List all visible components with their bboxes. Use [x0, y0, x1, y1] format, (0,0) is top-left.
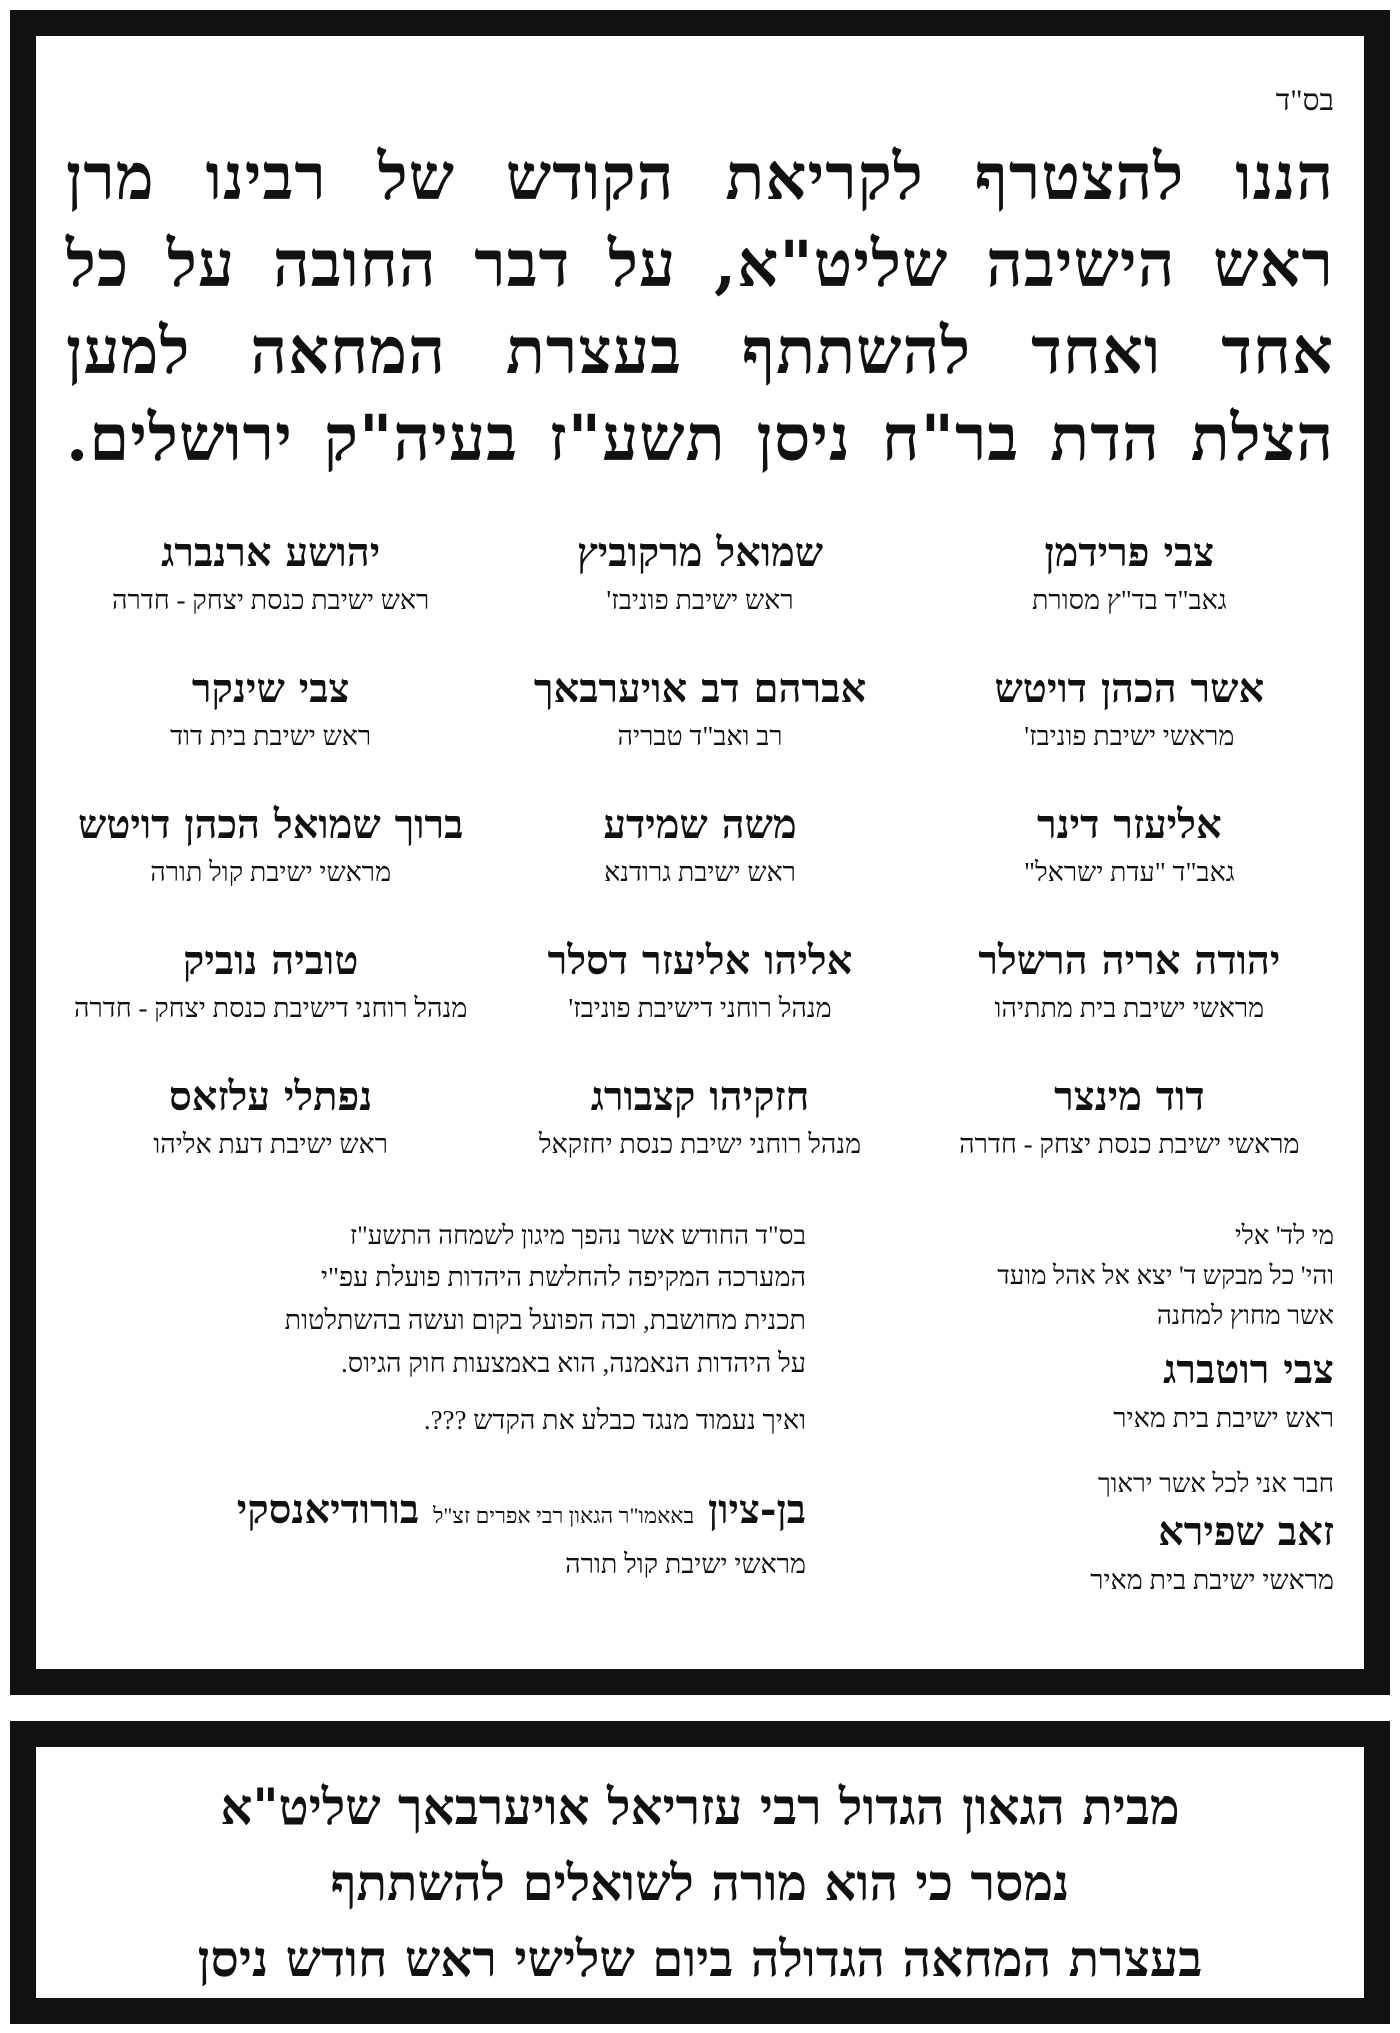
- signatory-name: צבי שינקר: [191, 665, 350, 712]
- bottom-line: נמסר כי הוא מורה לשואלים להשתתף: [330, 1853, 1070, 1912]
- signatory-title: גאב"ד בד"ץ מסורת: [1031, 585, 1227, 615]
- signatory: [915, 1070, 1344, 1206]
- signatory: [485, 798, 914, 934]
- signatory-title: מראשי ישיבת בית מתתיהו: [994, 993, 1265, 1023]
- signatory: [485, 662, 914, 798]
- signatory-title: ראש ישיבת בית דוד: [170, 721, 372, 751]
- left-column: [66, 1216, 806, 1584]
- signer-intro: חבר אני לכל אשר יראוך: [1098, 1469, 1334, 1498]
- signatory: [56, 662, 485, 798]
- paragraph-line: על היהדות הנאמנה, הוא באמצעות חוק הגיוס.: [340, 1348, 806, 1378]
- question-line: ואיך נעמוד מנגד כבלע את הקדש ???.: [423, 1405, 806, 1435]
- signatory-title: מראשי ישיבת קול תורה: [150, 857, 392, 887]
- quote-line: והי' כל מבקש ד' יצא אל אהל מועד: [997, 1261, 1334, 1290]
- bottom-text: [36, 1769, 1364, 1997]
- signer-last-name: בורודיאנסקי: [236, 1486, 420, 1533]
- headline-line: הננו להצטרף לקריאת הקודש של רבינו מרן: [66, 140, 1334, 215]
- signatory: [56, 798, 485, 934]
- right-column: [864, 1216, 1334, 1600]
- signatory-title: גאב"ד "עדת ישראל": [1023, 857, 1235, 887]
- signatory: [915, 526, 1344, 662]
- signatory-title: ראש ישיבת דעת אליהו: [153, 1129, 388, 1159]
- paragraph-line: המערכה המקיפה להחלשת היהדות פועלת עפ"י: [320, 1262, 806, 1292]
- signer-lineage: באאמו"ר הגאון רבי אפרים זצ"ל: [433, 1503, 695, 1528]
- signatory-name: דוד מינצר: [1054, 1073, 1205, 1120]
- signatory: [485, 526, 914, 662]
- headline: [66, 134, 1334, 482]
- signatory-name: משה שמידע: [603, 801, 797, 848]
- signatory-title: מנהל רוחני דישיבת כנסת יצחק - חדרה: [73, 993, 468, 1023]
- signatory-name: יהושע ארנברג: [161, 529, 381, 576]
- signatory: [56, 934, 485, 1070]
- signatory-name: חזקיהו קצבורג: [590, 1073, 810, 1120]
- signatory-title: מנהל רוחני דישיבת פוניבז': [568, 993, 832, 1023]
- signatory: [56, 526, 485, 662]
- signatory-name: אשר הכהן דויטש: [994, 665, 1265, 712]
- signatory-title: מנהל רוחני ישיבת כנסת יחזקאל: [538, 1129, 862, 1159]
- signatory-name: אברהם דב אויערבאך: [533, 665, 867, 712]
- signatories-grid: [56, 526, 1344, 1206]
- signer-first-name: בן-ציון: [708, 1486, 806, 1533]
- signatory-title: מראשי ישיבת כנסת יצחק - חדרה: [959, 1129, 1300, 1159]
- signatory: [915, 934, 1344, 1070]
- signatory-name: יהודה אריה הרשלר: [978, 937, 1281, 984]
- signatory-title: ראש ישיבת גרודנא: [604, 857, 796, 887]
- signatory: [485, 934, 914, 1070]
- signatory-name: ברוך שמואל הכהן דויטש: [77, 801, 464, 848]
- signatory-name: שמואל מרקוביץ: [576, 529, 824, 576]
- signatory-name: צבי פרידמן: [1044, 529, 1215, 576]
- headline-line: ראש הישיבה שליט"א, על דבר החובה על כל: [66, 227, 1334, 302]
- signer-title: מראשי ישיבת בית מאיר: [1090, 1565, 1334, 1595]
- bsd-mark: בס"ד: [1275, 84, 1334, 117]
- quote-line: אשר מחוץ למחנה: [1156, 1301, 1334, 1330]
- paragraph-line: תכנית מחושבת, וכה הפועל בקום ועשה בהשתלטות: [284, 1305, 806, 1335]
- signatory: [485, 1070, 914, 1206]
- signatory-title: מראשי ישיבת פוניבז': [1024, 721, 1235, 751]
- signatory-title: ראש ישיבת פוניבז': [606, 585, 794, 615]
- signer-title: ראש ישיבת בית מאיר: [1113, 1403, 1334, 1433]
- bottom-notice-box: [10, 1721, 1390, 2024]
- headline-line: הצלת הדת בר"ח ניסן תשע"ז בעיה"ק ירושלים.: [66, 401, 1334, 476]
- bottom-line: מבית הגאון הגדול רבי עזריאל אויערבאך שליט"א: [220, 1777, 1180, 1836]
- signatory: [56, 1070, 485, 1206]
- signatory: [915, 798, 1344, 934]
- signatory: [915, 662, 1344, 798]
- signer-title: מראשי ישיבת קול תורה: [565, 1549, 806, 1579]
- signatory-name: טוביה נוביק: [182, 937, 359, 984]
- left-intro: בס"ד החודש אשר נהפך מיגון לשמחה התשע"ז: [349, 1221, 806, 1250]
- signatory-name: אליהו אליעזר דסלר: [547, 937, 853, 984]
- quote-line: מי לד' אלי: [1234, 1221, 1334, 1250]
- signatory-title: רב ואב"ד טבריה: [617, 721, 783, 751]
- bottom-line: בעצרת המחאה הגדולה ביום שלישי ראש חודש ניסן: [197, 1929, 1203, 1988]
- signer-name: צבי רוטברג: [1163, 1346, 1334, 1393]
- signer-name: [66, 1482, 806, 1544]
- signatory-title: ראש ישיבת כנסת יצחק - חדרה: [112, 585, 430, 615]
- headline-line: אחד ואחד להשתתף בעצרת המחאה למען: [66, 314, 1334, 389]
- main-notice-box: [10, 10, 1390, 1695]
- signatory-name: נפתלי עלזאס: [169, 1073, 373, 1120]
- lower-section: [66, 1216, 1334, 1676]
- signatory-name: אליעזר דינר: [1037, 801, 1222, 848]
- signer-name: זאב שפירא: [1158, 1508, 1334, 1555]
